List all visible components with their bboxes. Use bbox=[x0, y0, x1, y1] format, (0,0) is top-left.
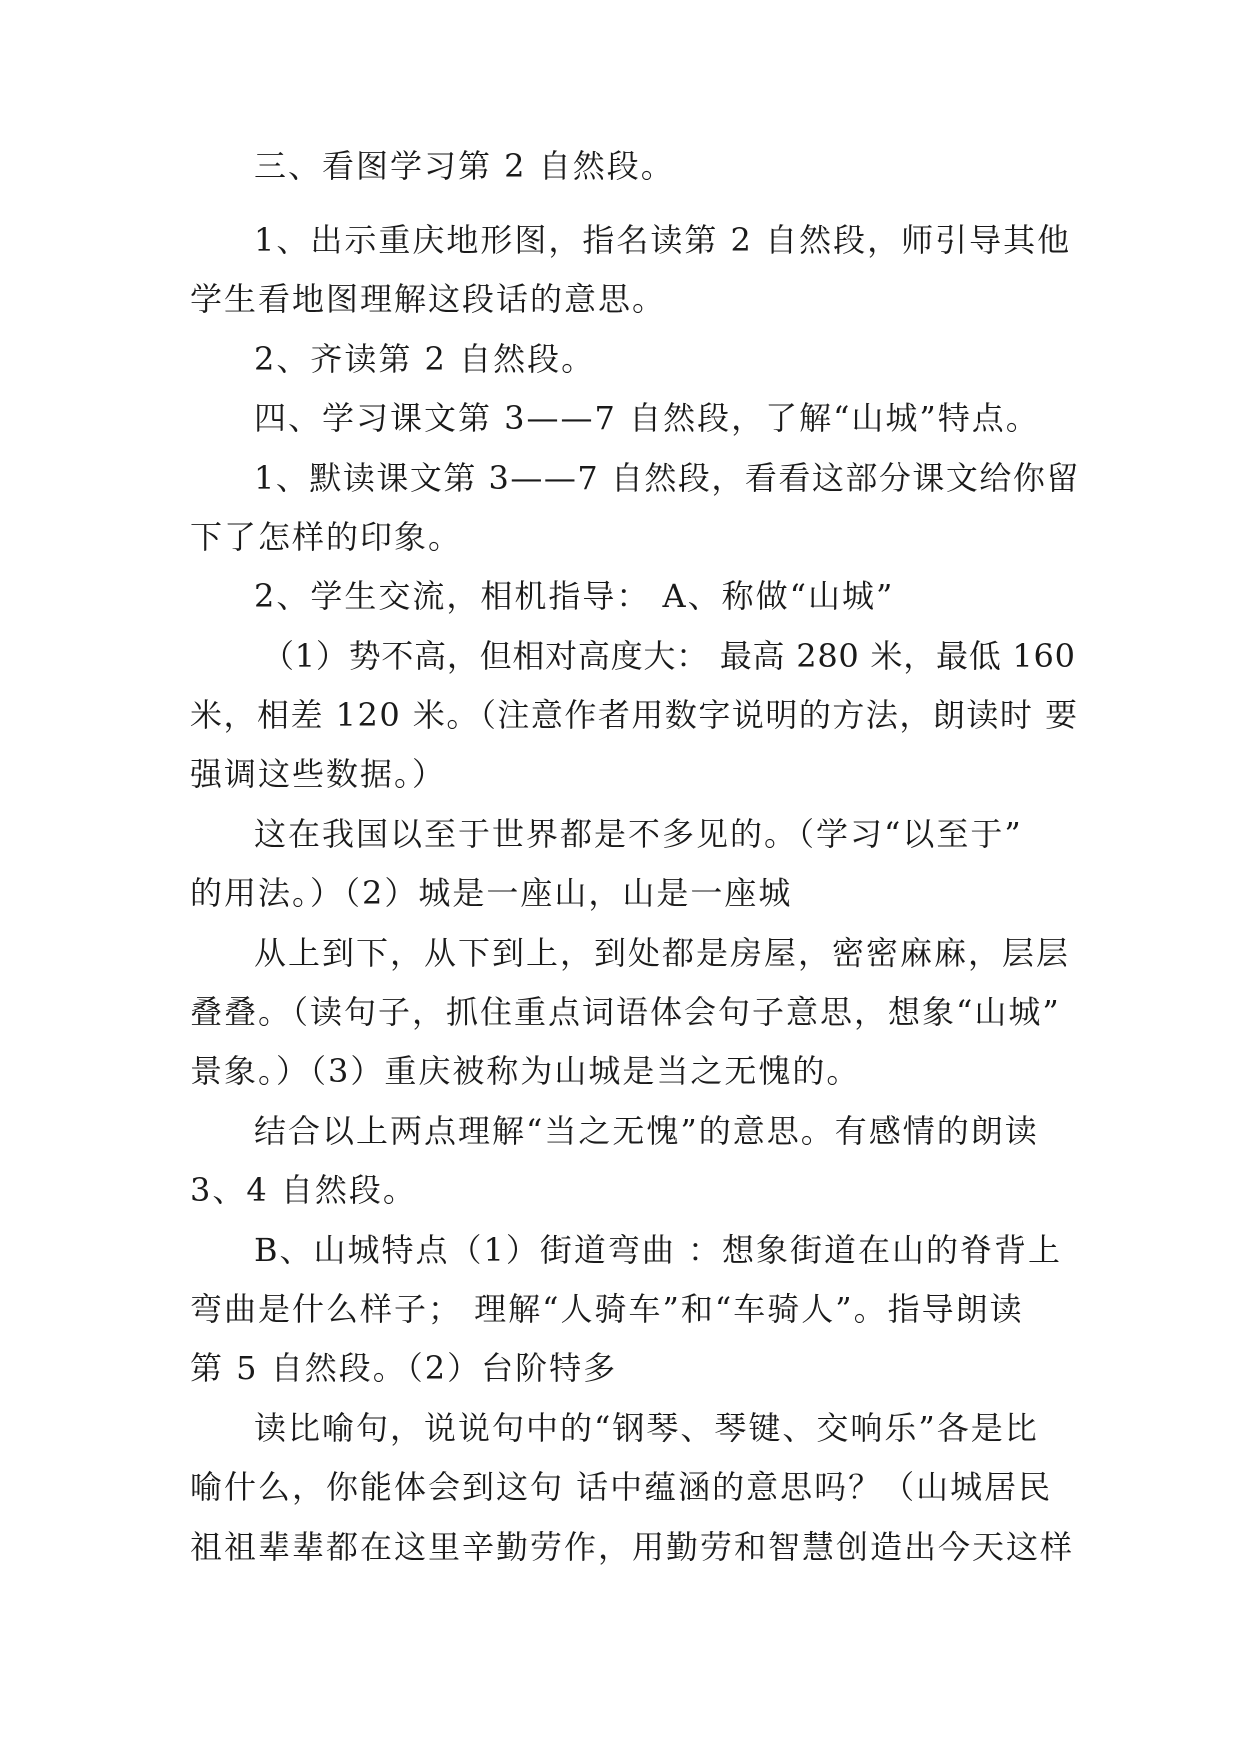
text-line: 读比喻句，说说句中的“钢琴、琴键、交响乐”各是比 bbox=[254, 1409, 1039, 1447]
text-line: 这在我国以至于世界都是不多见的。（学习“以至于” bbox=[254, 815, 1023, 853]
text-line: 2、学生交流，相机指导： A、称做“山城” bbox=[254, 577, 895, 615]
text-line: 强调这些数据。） bbox=[190, 755, 447, 793]
text-line: 下了怎样的印象。 bbox=[190, 518, 463, 556]
text-line: 米，相差 120 米。（注意作者用数字说明的方法，朗读时 要 bbox=[190, 696, 1079, 734]
text-line: 景象。）（3）重庆被称为山城是当之无愧的。 bbox=[190, 1052, 861, 1090]
text-line: 四、学习课文第 3——7 自然段，了解“山城”特点。 bbox=[254, 399, 1040, 437]
text-line: 弯曲是什么样子； 理解“人骑车”和“车骑人”。指导朗读 bbox=[190, 1290, 1024, 1328]
text-line: 叠叠。（读句子，抓住重点词语体会句子意思，想象“山城” bbox=[190, 993, 1061, 1031]
text-line: （1）势不高，但相对高度大： 最高 280 米，最低 160 bbox=[262, 637, 1076, 675]
text-line: 1、出示重庆地形图，指名读第 2 自然段，师引导其他 bbox=[254, 221, 1072, 259]
text-line: 2、齐读第 2 自然段。 bbox=[254, 340, 596, 378]
text-line: 第 5 自然段。（2）台阶特多 bbox=[190, 1349, 618, 1387]
text-line: 三、看图学习第 2 自然段。 bbox=[254, 147, 675, 185]
text-line: 结合以上两点理解“当之无愧”的意思。有感情的朗读 bbox=[254, 1112, 1039, 1150]
text-line: 祖祖辈辈都在这里辛勤劳作，用勤劳和智慧创造出今天这样 bbox=[190, 1528, 1075, 1566]
text-line: 3、4 自然段。 bbox=[190, 1171, 417, 1209]
text-line: 学生看地图理解这段话的意思。 bbox=[190, 280, 667, 318]
text-line: 1、默读课文第 3——7 自然段，看看这部分课文给你留 bbox=[254, 459, 1080, 497]
text-line: 的用法。）（2）城是一座山，山是一座城 bbox=[190, 874, 793, 912]
text-line: B、山城特点（1）街道弯曲 ：想象街道在山的脊背上 bbox=[254, 1231, 1063, 1269]
text-line: 喻什么，你能体会到这句 话中蕴涵的意思吗？（山城居民 bbox=[190, 1468, 1053, 1506]
text-line: 从上到下，从下到上，到处都是房屋，密密麻麻，层层 bbox=[254, 934, 1071, 972]
